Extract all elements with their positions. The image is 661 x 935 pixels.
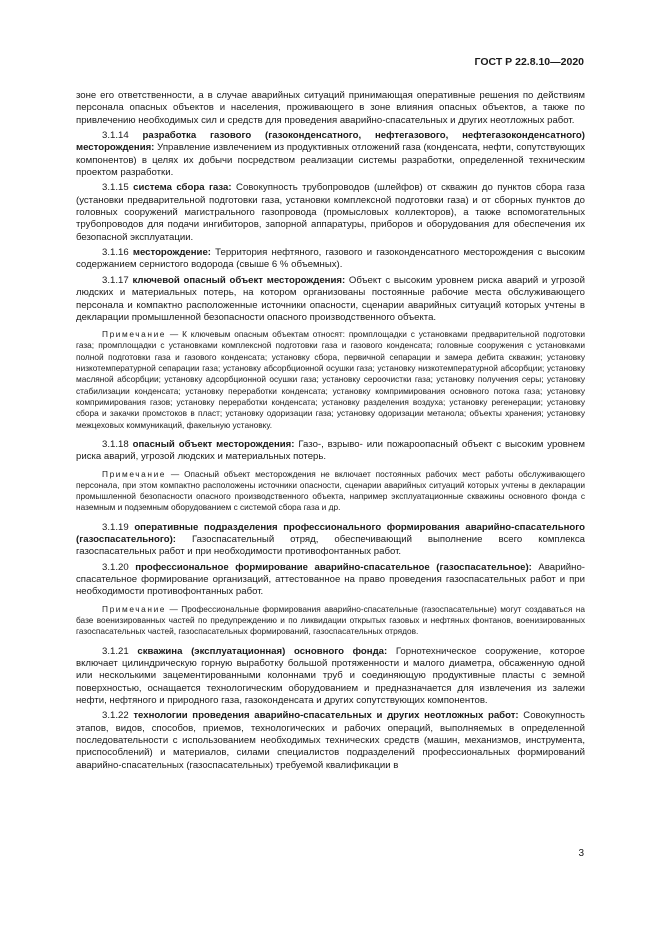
term: система сбора газа:: [133, 182, 232, 194]
clause-number: 3.1.15: [102, 182, 129, 194]
paragraph-continuation: [76, 90, 585, 127]
note-text: — К ключевым опасным объектам относят: промплощадки с установками предварительной подготовки газа; промплощадки с установками комплексной подготовки газа и газового конденсата; головные сооружения с установками полной подготовки газа и газового конденсата; установку сбора, первичной сепарации и замера дебита скважин; установку низкотемпературной сепарации газа; установку абсорбционной осушки газа; установку низкотемпературной абсорбции; установку масляной абсорбции; установку адсорбционной осушки газа; установку сероочистки газа; установку получения серы; установку стабилизации конденсата; установку переработки конденсата; установку компримирования основного потока газа; установку компримирования газов; установку переработки конденсата; установку разделения воздуха; установку регенерации; установку сбора и закачки промстоков в пласт; установку одоризации газа; установку одоризации метанола; объекты хранения; установку межцеховых коммуникаций, факельную установку.: [76, 329, 585, 430]
definition: Территория нефтяного, газового и газоконденсатного месторождения с высоким содержанием сернистого водорода (свыше 6 % объемных).: [76, 247, 585, 271]
paragraph-3-1-17: [76, 275, 585, 324]
note-label: Примечание: [102, 329, 167, 340]
term: месторождение:: [132, 247, 211, 259]
paragraph-3-1-22: [76, 710, 585, 772]
clause-number: 3.1.17: [102, 274, 129, 286]
document-body: [76, 90, 585, 775]
definition: Газоспасательный отряд, обеспечивающий выполнение всего комплекса газоспасательных работ и при необходимости противофонтанных работ.: [76, 534, 585, 558]
note-3-1-18: [76, 469, 585, 514]
paragraph-3-1-14: [76, 130, 585, 179]
document-header: ГОСТ Р 22.8.10—2020: [474, 56, 584, 68]
term: ключевой опасный объект месторождения:: [132, 274, 346, 286]
term: разработка газового (газоконденсатного, нефтегазового, нефтегазоконденсатного) месторождения:: [76, 130, 585, 154]
definition: Управление извлечением из продуктивных отложений газа (конденсата, нефти, сопутствующих компонентов) в целях их добычи посредством реализации системы разработки, определенной техническим проектом разработки.: [76, 142, 585, 179]
paragraph-3-1-18: [76, 439, 585, 464]
term: оперативные подразделения профессионального формирования аварийно-спасательного (газоспасательного):: [76, 521, 585, 546]
note-3-1-20: [76, 604, 585, 638]
clause-number: 3.1.22: [102, 710, 129, 722]
clause-number: 3.1.18: [102, 438, 129, 450]
clause-number: 3.1.19: [102, 521, 129, 533]
clause-number: 3.1.14: [102, 130, 129, 142]
paragraph-3-1-20: [76, 562, 585, 599]
term: профессиональное формирование аварийно-спасательное (газоспасательное):: [135, 561, 532, 573]
definition: Аварийно-спасательное формирование организаций, аттестованное на право проведения газоспасательных работ и при необходимости противофонтанных работ.: [76, 561, 585, 598]
term: технологии проведения аварийно-спасательных и других неотложных работ:: [133, 710, 519, 722]
clause-number: 3.1.16: [102, 247, 129, 259]
definition: Газо-, взрыво- или пожароопасный объект с высоким уровнем риска аварий, угрозой людских и материальных потерь.: [76, 438, 585, 463]
paragraph-3-1-21: [76, 646, 585, 708]
note-label: Примечание: [102, 603, 167, 614]
term: скважина (эксплуатационная) основного фонда:: [137, 645, 388, 657]
definition: Объект с высоким уровнем риска аварий и угрозой людских и материальных потерь, на котором организованы постоянные рабочие места обслуживающего персонала и компактно расположенные источники опасности, сценарии аварийных ситуаций которых учтены в декларации промышленной безопасности опасного производственного объекта.: [76, 274, 585, 323]
clause-number: 3.1.20: [102, 561, 129, 573]
note-text: — Профессиональные формирования аварийно-спасательные (газоспасательные) могут создаваться на базе военизированных частей по предупреждению и по ликвидации открытых газовых и нефтяных фонтанов, военизированных газоспасательных частей, газоспасательных формирований, газоспасательных отрядов.: [76, 603, 585, 637]
clause-number: 3.1.21: [102, 645, 129, 657]
note-label: Примечание: [102, 468, 167, 479]
paragraph-3-1-16: [76, 247, 585, 272]
paragraph-3-1-15: [76, 182, 585, 244]
note-text: — Опасный объект месторождения не включает постоянных рабочих мест работы обслуживающего персонала, при этом компактно расположены источники опасности, сценарии аварийных ситуаций которых учтены в декларации промышленной безопасности опасного производственного объекта, например эксплуатационные скважины основного фонда с наземным и подземным оборудованием с системой сбора газа и др.: [76, 468, 586, 513]
term: опасный объект месторождения:: [132, 438, 295, 450]
paragraph-text: зоне его ответственности, а в случае аварийных ситуаций принимающая оперативные решения по действиям персонала опасных объектов и населения, проживающего в зоне влияния опасных объектов, а также по привлечению необходимых сил и средств для проведения аварийно-спасательных и других неотложных работ.: [76, 90, 585, 126]
paragraph-3-1-19: [76, 522, 585, 559]
definition: Совокупность этапов, видов, способов, приемов, технологических и рабочих операций, выполняемых в определенной последовательности с использованием необходимых технических средств (машин, механизмов, инструмента, приспособлений) и материалов, силами специалистов подразделений профессиональных формирований аварийно-спасательных (газоспасательных) требуемой квалификации в: [76, 710, 585, 771]
definition: Горнотехническое сооружение, которое включает цилиндрическую горную выработку большой протяженности и малого диаметра, обсаженную одной или несколькими зацементированными колоннами труб и соединяющую продуктивные пласты с земной поверхностью, оснащается технологическим оборудованием и предназначается для извлечения из залежи нефти, нефтяного и природного газа, газоконденсата и других сопутствующих компонентов.: [76, 645, 585, 707]
definition: Совокупность трубопроводов (шлейфов) от скважин до пунктов сбора газа (установки предварительной подготовки газа, установки комплексной подготовки газа) и от сборных пунктов до головных сооружений магистрального газопровода (промысловых коллекторов), а также вспомогательных трубопроводов для подачи ингибиторов, запорной аппаратуры, приборов и оборудования для обеспечения их безопасной эксплуатации.: [76, 182, 585, 243]
page-number: 3: [578, 848, 584, 859]
note-3-1-17: [76, 329, 585, 431]
